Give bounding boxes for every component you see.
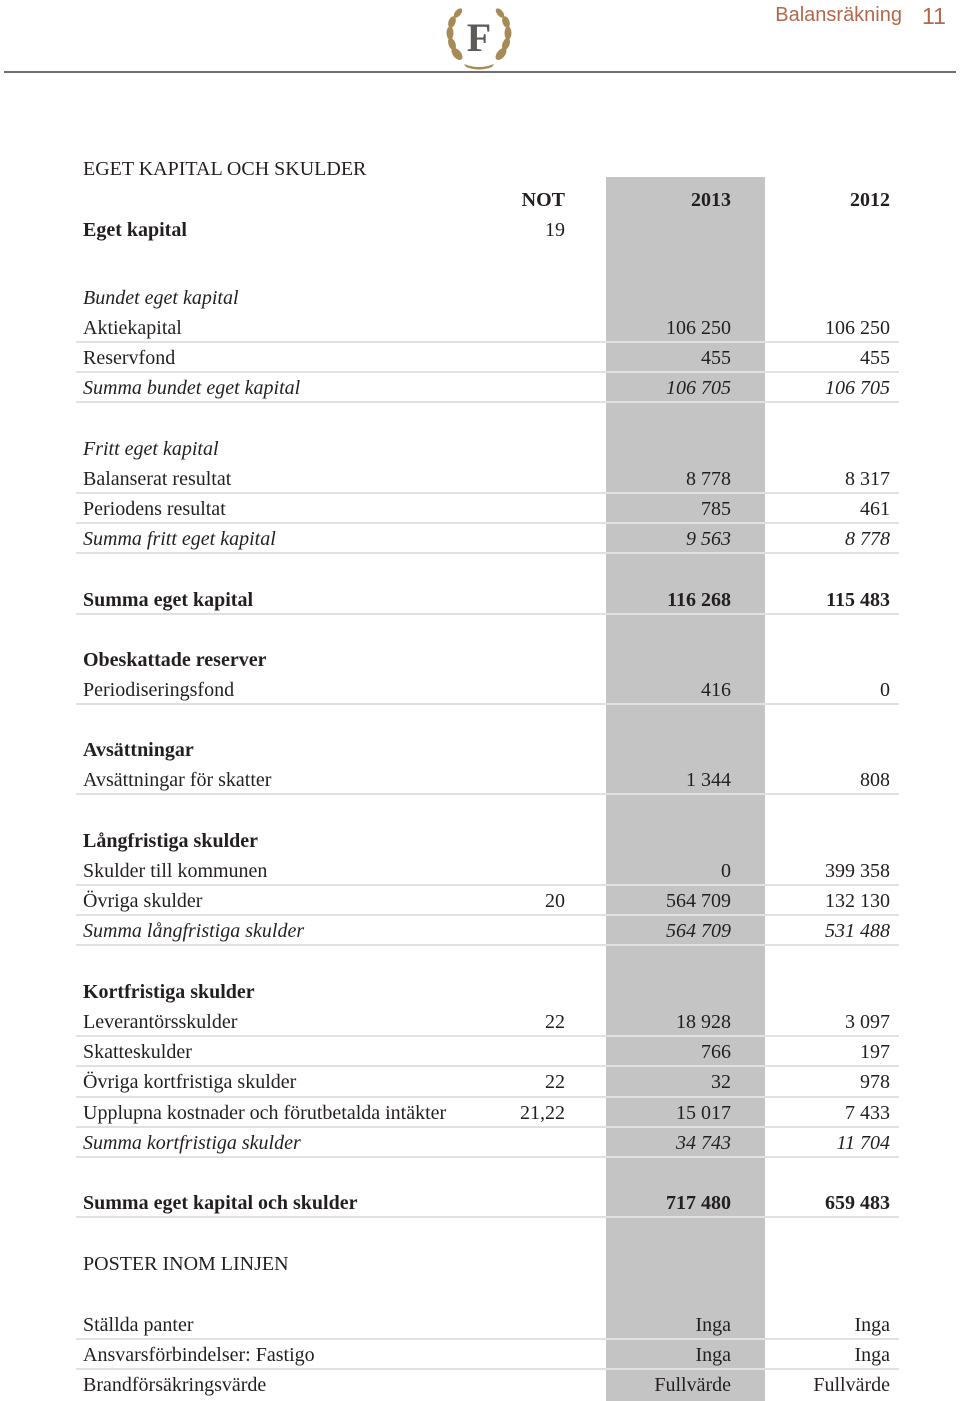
row-value-2012: 399 358	[825, 860, 890, 882]
row-note: 22	[545, 1011, 565, 1033]
row-divider	[76, 703, 899, 705]
row-value-2013: 15 017	[676, 1102, 731, 1124]
row-value-2013: 785	[701, 498, 731, 520]
sum-label-fritt: Summa fritt eget kapital	[83, 528, 276, 550]
sum-value-2013: 9 563	[686, 528, 731, 550]
row-divider	[76, 1216, 899, 1218]
row-divider	[76, 1338, 899, 1340]
row-value-2013: 8 778	[686, 468, 731, 490]
row-label-ansvarsforbindelser: Ansvarsförbindelser: Fastigo	[83, 1344, 315, 1366]
row-note: 21,22	[520, 1102, 565, 1124]
row-value-2012: 3 097	[845, 1011, 890, 1033]
row-note: 20	[545, 890, 565, 912]
row-value-2013: 1 344	[686, 769, 731, 791]
row-divider	[76, 1126, 899, 1128]
row-label-stallda-panter: Ställda panter	[83, 1314, 194, 1336]
col-header-2013: 2013	[691, 189, 731, 211]
row-value-2012: Inga	[854, 1344, 890, 1366]
sum-value-2012: 115 483	[826, 589, 890, 611]
eget-kapital-heading: Eget kapital	[83, 219, 187, 241]
row-label-avsattningar-skatter: Avsättningar för skatter	[83, 769, 272, 791]
total-value-2013: 717 480	[666, 1192, 731, 1214]
logo-letter: F	[466, 15, 492, 60]
row-value-2012: 0	[880, 679, 890, 701]
total-label: Summa eget kapital och skulder	[83, 1192, 358, 1214]
row-divider	[76, 341, 899, 343]
row-divider	[76, 401, 899, 403]
section-heading-kortfristiga: Kortfristiga skulder	[83, 981, 255, 1003]
row-divider	[76, 1156, 899, 1158]
row-divider	[76, 1065, 899, 1067]
section-heading-avsattningar: Avsättningar	[83, 739, 194, 761]
row-divider	[76, 884, 899, 886]
sum-value-2012: 11 704	[836, 1132, 890, 1154]
row-divider	[76, 1096, 899, 1098]
row-divider	[76, 793, 899, 795]
sum-value-2013: 106 705	[666, 377, 731, 399]
sum-value-2013: 116 268	[667, 589, 731, 611]
section-heading-obeskattade: Obeskattade reserver	[83, 649, 267, 671]
row-value-2013: 455	[701, 347, 731, 369]
row-value-2013: 0	[721, 860, 731, 882]
sum-value-2012: 531 488	[825, 920, 890, 942]
row-label-ovriga-kortfristiga: Övriga kortfristiga skulder	[83, 1071, 297, 1093]
row-divider	[76, 552, 899, 554]
row-label-aktiekapital: Aktiekapital	[83, 317, 182, 339]
row-label-ovriga-skulder: Övriga skulder	[83, 890, 203, 912]
row-divider	[76, 371, 899, 373]
row-label-skatteskulder: Skatteskulder	[83, 1041, 192, 1063]
row-value-2013: 416	[701, 679, 731, 701]
row-value-2012: Fullvärde	[813, 1374, 890, 1396]
sum-value-2013: 564 709	[666, 920, 731, 942]
row-divider	[76, 522, 899, 524]
eget-kapital-note: 19	[545, 219, 565, 241]
row-value-2013: 18 928	[676, 1011, 731, 1033]
section-heading-langfristiga: Långfristiga skulder	[83, 830, 259, 852]
row-label-brandforsakringsvarde: Brandförsäkringsvärde	[83, 1374, 267, 1396]
company-logo	[444, 4, 514, 70]
page-title: EGET KAPITAL OCH SKULDER	[83, 158, 367, 180]
sum-value-2012: 106 705	[825, 377, 890, 399]
col-header-note: NOT	[521, 189, 565, 211]
row-label-leverantorsskulder: Leverantörsskulder	[83, 1011, 238, 1033]
row-value-2013: Inga	[695, 1314, 731, 1336]
row-value-2012: 808	[860, 769, 890, 791]
row-label-balanserat-resultat: Balanserat resultat	[83, 468, 232, 490]
sum-label-kortfristiga: Summa kortfristiga skulder	[83, 1132, 301, 1154]
row-value-2013: 106 250	[666, 317, 731, 339]
row-label-reservfond: Reservfond	[83, 347, 176, 369]
row-value-2013: 766	[701, 1041, 731, 1063]
row-value-2012: 106 250	[825, 317, 890, 339]
page-number: 11	[922, 3, 946, 29]
row-note: 22	[545, 1071, 565, 1093]
section-title: Balansräkning	[775, 4, 902, 26]
row-value-2013: Inga	[695, 1344, 731, 1366]
row-value-2012: 455	[860, 347, 890, 369]
sum-label-langfristiga: Summa långfristiga skulder	[83, 920, 305, 942]
row-divider	[76, 613, 899, 615]
row-value-2012: 132 130	[825, 890, 890, 912]
sum-value-2012: 8 778	[845, 528, 890, 550]
row-value-2013: 564 709	[666, 890, 731, 912]
col-header-2012: 2012	[850, 189, 890, 211]
row-value-2013: 32	[711, 1071, 731, 1093]
header-divider	[4, 71, 956, 73]
section-heading-fritt: Fritt eget kapital	[83, 438, 219, 460]
row-value-2012: 461	[860, 498, 890, 520]
row-value-2012: 197	[860, 1041, 890, 1063]
sum-value-2013: 34 743	[676, 1132, 731, 1154]
row-label-skulder-kommunen: Skulder till kommunen	[83, 860, 268, 882]
row-value-2012: 7 433	[845, 1102, 890, 1124]
row-value-2013: Fullvärde	[654, 1374, 731, 1396]
row-label-periodens-resultat: Periodens resultat	[83, 498, 226, 520]
row-divider	[76, 914, 899, 916]
section-heading-bundet: Bundet eget kapital	[83, 287, 239, 309]
row-divider	[76, 1035, 899, 1037]
sum-label-eget-kapital: Summa eget kapital	[83, 589, 253, 611]
row-value-2012: 8 317	[845, 468, 890, 490]
row-value-2012: 978	[860, 1071, 890, 1093]
row-label-upplupna: Upplupna kostnader och förutbetalda intäkter	[83, 1102, 447, 1124]
row-divider	[76, 944, 899, 946]
row-divider	[76, 1368, 899, 1370]
section-heading-poster: POSTER INOM LINJEN	[83, 1253, 289, 1275]
total-value-2012: 659 483	[825, 1192, 890, 1214]
row-value-2012: Inga	[854, 1314, 890, 1336]
row-label-periodiseringsfond: Periodiseringsfond	[83, 679, 235, 701]
row-divider	[76, 492, 899, 494]
sum-label-bundet: Summa bundet eget kapital	[83, 377, 301, 399]
